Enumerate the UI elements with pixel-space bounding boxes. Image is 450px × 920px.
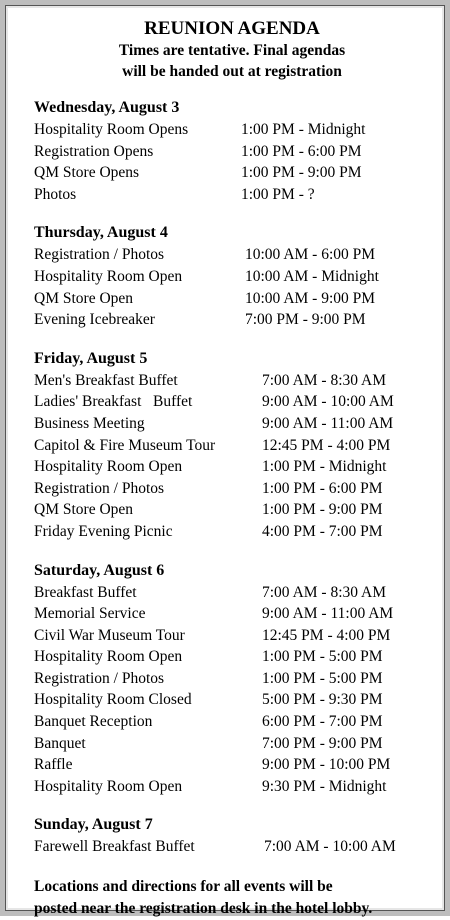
event-row: [34, 184, 430, 206]
subtitle-line-2: will be handed out at registration: [122, 63, 342, 80]
event-row: [34, 521, 430, 543]
event-time: 10:00 AM - 6:00 PM: [245, 246, 376, 264]
event-name: Hospitality Room Open: [34, 267, 183, 285]
event-row: [34, 391, 430, 413]
subtitle-line-1: Times are tentative. Final agendas: [118, 42, 346, 59]
day-heading: Wednesday, August 3: [34, 99, 180, 116]
event-row: [34, 689, 430, 711]
event-name: Registration / Photos: [34, 669, 165, 687]
event-row: [34, 836, 430, 858]
event-time: 9:00 PM - 10:00 PM: [262, 756, 391, 774]
event-name: Business Meeting: [34, 414, 145, 432]
event-row: [34, 266, 430, 288]
event-time: 1:00 PM - Midnight: [262, 458, 387, 476]
event-time: 7:00 AM - 10:00 AM: [264, 838, 396, 856]
event-time: 7:00 AM - 8:30 AM: [262, 371, 387, 389]
event-name: Photos: [34, 185, 77, 203]
event-row: [34, 413, 430, 435]
event-row: [34, 625, 430, 647]
footer-line-2: posted near the registration desk in the hotel lobby.: [34, 900, 373, 918]
event-name: QM Store Open: [34, 501, 134, 519]
day-heading: Thursday, August 4: [34, 224, 168, 242]
event-name: Men's Breakfast Buffet: [34, 371, 178, 389]
event-time: 6:00 PM - 7:00 PM: [262, 713, 383, 731]
event-time: 9:30 PM - Midnight: [262, 777, 387, 795]
event-name: Raffle: [34, 756, 73, 774]
event-time: 7:00 PM - 9:00 PM: [262, 734, 383, 752]
event-time: 9:00 AM - 10:00 AM: [262, 393, 394, 411]
event-name: Hospitality Room Open: [34, 458, 183, 476]
event-time: 12:45 PM - 4:00 PM: [262, 436, 391, 454]
event-name: Registration / Photos: [34, 479, 165, 497]
event-row: [34, 141, 430, 163]
event-name: Friday Evening Picnic: [34, 522, 173, 540]
event-row: [34, 162, 430, 184]
event-name: Farewell Breakfast Buffet: [34, 838, 195, 856]
event-row: [34, 603, 430, 625]
event-time: 1:00 PM - 9:00 PM: [241, 164, 362, 182]
event-name: Hospitality Room Opens: [34, 121, 189, 138]
day-heading: Friday, August 5: [34, 349, 148, 367]
event-name: Hospitality Room Open: [34, 777, 183, 795]
event-time: 1:00 PM - Midnight: [241, 121, 366, 138]
event-row: [34, 309, 430, 331]
schedule: [34, 97, 430, 858]
event-name: Civil War Museum Tour: [34, 626, 185, 644]
event-row: [34, 711, 430, 733]
event-name: QM Store Opens: [34, 164, 140, 182]
event-time: 10:00 AM - 9:00 PM: [245, 289, 376, 307]
event-row: [34, 288, 430, 310]
day-section: [34, 814, 430, 858]
event-name: Registration / Photos: [34, 246, 165, 264]
event-time: 1:00 PM - 5:00 PM: [262, 669, 383, 687]
event-time: 1:00 PM - 6:00 PM: [241, 142, 362, 160]
page-title: REUNION AGENDA: [144, 18, 320, 39]
event-row: [34, 456, 430, 478]
day-section: [34, 97, 430, 205]
event-row: [34, 119, 430, 141]
day-heading: Saturday, August 6: [34, 561, 165, 579]
event-time: 4:00 PM - 7:00 PM: [262, 522, 383, 540]
event-row: [34, 668, 430, 690]
event-row: [34, 478, 430, 500]
event-name: Hospitality Room Open: [34, 648, 183, 666]
event-time: 1:00 PM - 9:00 PM: [262, 501, 383, 519]
event-name: Banquet: [34, 734, 86, 752]
event-row: [34, 754, 430, 776]
event-name: Registration Opens: [34, 142, 154, 160]
event-row: [34, 646, 430, 668]
day-section: [34, 348, 430, 543]
event-time: 7:00 AM - 8:30 AM: [262, 583, 387, 601]
agenda-panel: [5, 5, 445, 918]
event-name: Ladies' Breakfast Buffet: [34, 393, 193, 411]
event-time: 12:45 PM - 4:00 PM: [262, 626, 391, 644]
event-name: Hospitality Room Closed: [34, 691, 192, 709]
event-time: 1:00 PM - 5:00 PM: [262, 648, 383, 666]
event-row: [34, 435, 430, 457]
event-row: [34, 370, 430, 392]
footer-note: [34, 876, 430, 920]
event-time: 1:00 PM - 6:00 PM: [262, 479, 383, 497]
day-heading: Sunday, August 7: [34, 816, 153, 834]
event-name: QM Store Open: [34, 289, 134, 307]
event-time: 9:00 AM - 11:00 AM: [262, 414, 394, 432]
event-name: Evening Icebreaker: [34, 311, 155, 329]
event-row: [34, 499, 430, 521]
event-time: 1:00 PM - ?: [241, 185, 315, 203]
event-time: 9:00 AM - 11:00 AM: [262, 605, 394, 623]
event-name: Capitol & Fire Museum Tour: [34, 436, 216, 454]
day-section: [34, 560, 430, 798]
day-section: [34, 222, 430, 330]
event-row: [34, 776, 430, 798]
event-name: Banquet Reception: [34, 713, 153, 731]
event-row: [34, 733, 430, 755]
event-name: Breakfast Buffet: [34, 583, 137, 601]
event-time: 7:00 PM - 9:00 PM: [245, 311, 366, 329]
event-time: 10:00 AM - Midnight: [245, 267, 379, 285]
event-row: [34, 244, 430, 266]
event-name: Memorial Service: [34, 605, 146, 623]
footer-line-1: Locations and directions for all events will be: [34, 878, 333, 896]
event-time: 5:00 PM - 9:30 PM: [262, 691, 383, 709]
event-row: [34, 582, 430, 604]
